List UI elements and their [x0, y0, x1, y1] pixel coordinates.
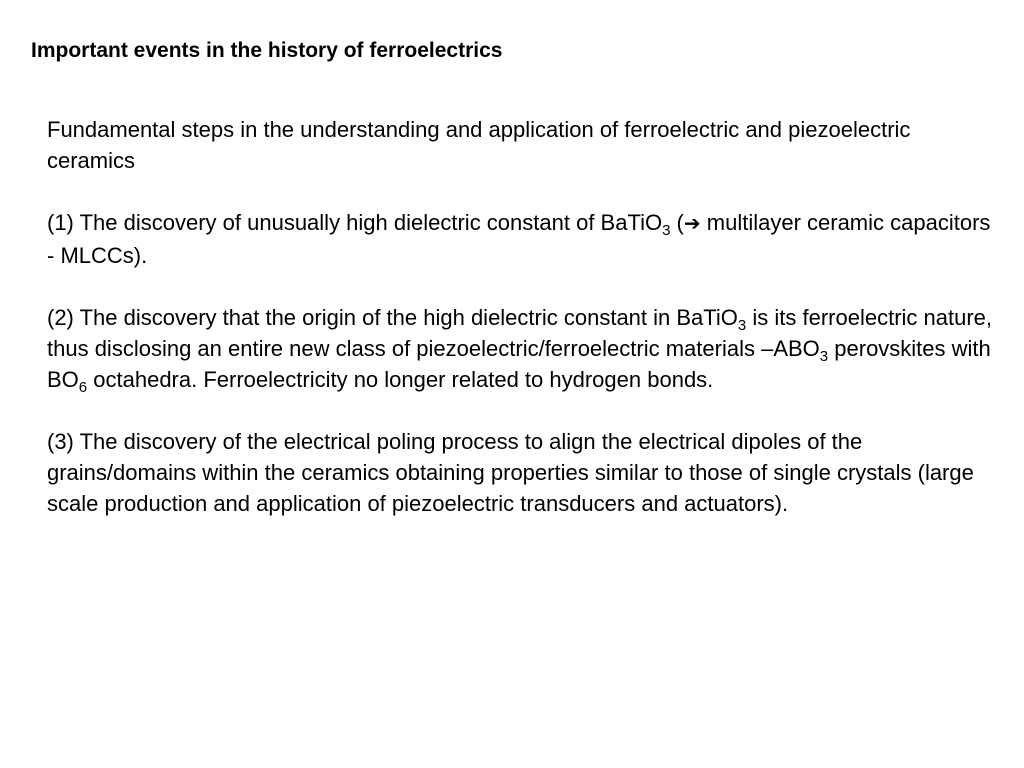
- item-1-text-end: multilayer ceramic capacitors - MLCCs).: [47, 210, 991, 268]
- item-2-subscript-3: 6: [78, 379, 88, 396]
- item-1-text: (1) The discovery of unusually high dielectric constant of BaTiO: [47, 210, 663, 235]
- item-3-paragraph: (3) The discovery of the electrical poling process to align the electrical dipoles of the grains/domains within the ceramics obtaining properties similar to those of single crystals (large scale production and application of piezoelectric transducers and actuators).: [47, 429, 974, 516]
- item-2-text-part3: perovskites with BO: [47, 336, 991, 392]
- slide-title: Important events in the history of ferroelectrics: [31, 39, 503, 62]
- intro-paragraph: Fundamental steps in the understanding and application of ferroelectric and piezoelectric ceramics: [47, 117, 911, 173]
- item-2-paragraph: [47, 302, 997, 395]
- slide-content: [47, 114, 997, 519]
- item-1-open-paren: (: [676, 210, 684, 235]
- item-1-paragraph: [47, 207, 997, 271]
- item-2-text-part2: is its ferroelectric nature, thus disclosing an entire new class of piezoelectric/ferroelectric materials –ABO: [47, 305, 993, 361]
- item-2-subscript-1: 3: [737, 317, 747, 334]
- item-2-text-part4: octahedra. Ferroelectricity no longer related to hydrogen bonds.: [93, 367, 714, 392]
- item-2-text-part1: (2) The discovery that the origin of the high dielectric constant in BaTiO: [47, 305, 738, 330]
- right-arrow-icon: ➔: [683, 213, 701, 235]
- item-2-subscript-2: 3: [819, 348, 829, 365]
- item-1-subscript: 3: [662, 222, 671, 239]
